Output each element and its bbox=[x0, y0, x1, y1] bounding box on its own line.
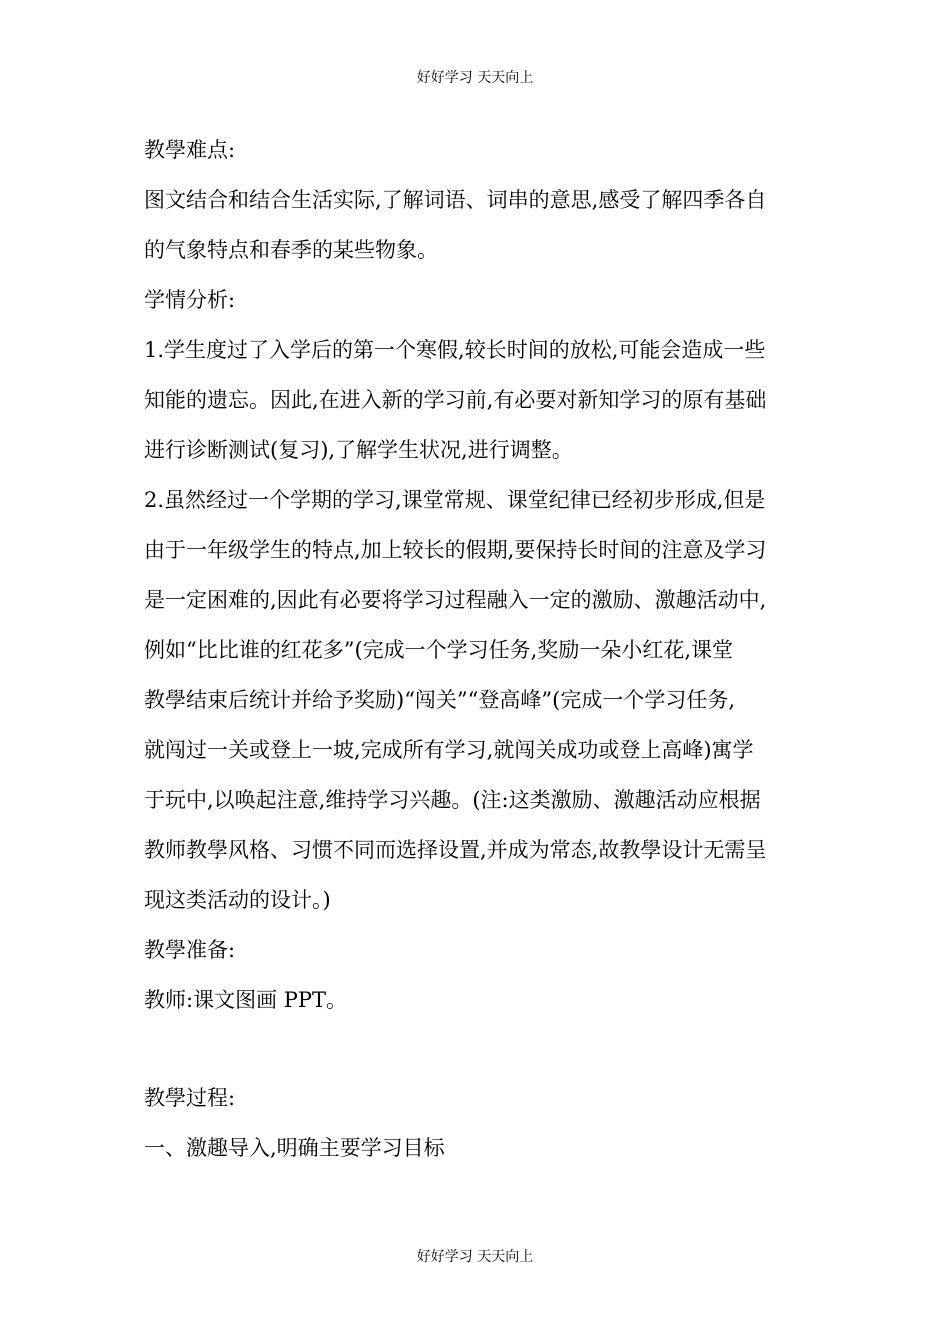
paragraph-line: 由于一年级学生的特点,加上较长的假期,要保持长时间的注意及学习 bbox=[144, 538, 767, 562]
section-heading-preparation: 教學准备: bbox=[144, 938, 236, 962]
section-heading-process: 教學过程: bbox=[144, 1086, 236, 1110]
section-heading-analysis: 学情分析: bbox=[144, 288, 236, 312]
page-header: 好好学习 天天向上 bbox=[416, 70, 534, 86]
paragraph-line: 的气象特点和春季的某些物象。 bbox=[144, 238, 438, 262]
paragraph-line: 教學结束后统计并给予奖励)“闯关”“登高峰”(完成一个学习任务, bbox=[144, 688, 736, 712]
page-footer: 好好学习 天天向上 bbox=[416, 1249, 534, 1265]
paragraph-line: 图文结合和结合生活实际,了解词语、词串的意思,感受了解四季各自 bbox=[144, 188, 767, 212]
paragraph-line: 2.虽然经过一个学期的学习,课堂常规、课堂纪律已经初步形成,但是 bbox=[144, 488, 766, 512]
paragraph-line: 就闯过一关或登上一坡,完成所有学习,就闯关成功或登上高峰)寓学 bbox=[144, 738, 754, 762]
paragraph-line: 知能的遗忘。因此,在进入新的学习前,有必要对新知学习的原有基础 bbox=[144, 388, 767, 412]
paragraph-line: 于玩中,以唤起注意,维持学习兴趣。(注:这类激励、激趣活动应根据 bbox=[144, 788, 761, 812]
paragraph-line: 现这类活动的设计。) bbox=[144, 888, 331, 912]
paragraph-line: 进行诊断测试(复习),了解学生状况,进行调整。 bbox=[144, 438, 573, 462]
subsection-heading: 一、激趣导入,明确主要学习目标 bbox=[144, 1136, 445, 1160]
paragraph-line: 例如“比比谁的红花多”(完成一个学习任务,奖励一朵小红花,课堂 bbox=[144, 638, 734, 662]
paragraph-line: 是一定困难的,因此有必要将学习过程融入一定的激励、激趣活动中, bbox=[144, 588, 767, 612]
section-heading-difficulties: 教學难点: bbox=[144, 138, 236, 162]
paragraph-line: 教师:课文图画 PPT。 bbox=[144, 988, 348, 1012]
paragraph-line: 1.学生度过了入学后的第一个寒假,较长时间的放松,可能会造成一些 bbox=[144, 338, 766, 362]
paragraph-line: 教师教學风格、习惯不同而选择设置,并成为常态,故教學设计无需呈 bbox=[144, 838, 767, 862]
